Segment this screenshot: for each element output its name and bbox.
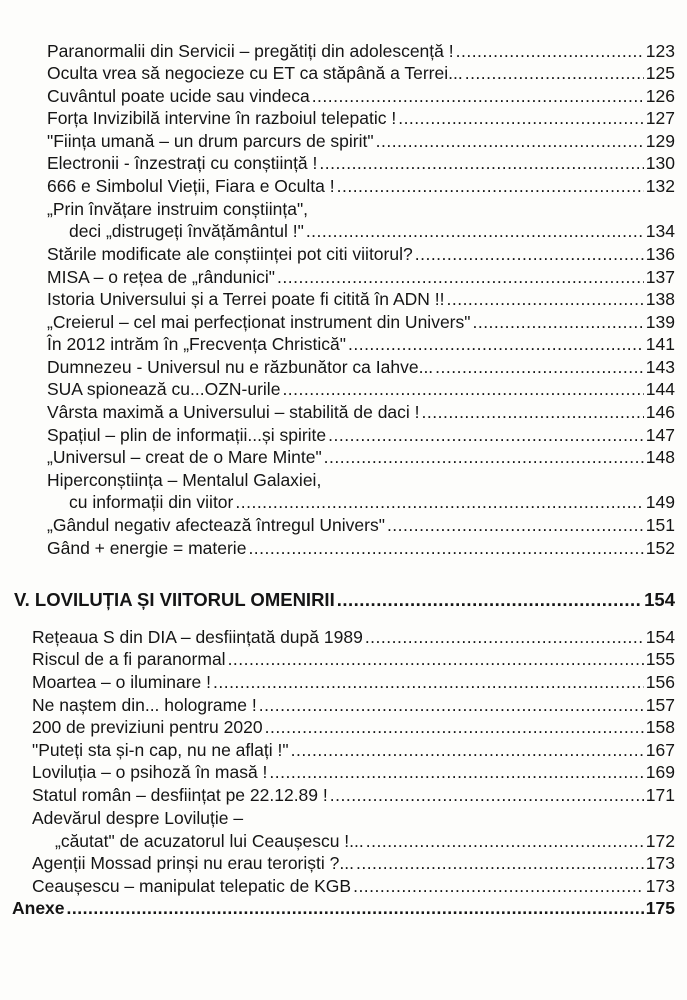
dot-leader bbox=[328, 424, 644, 446]
toc-entry bbox=[47, 243, 675, 265]
entry-page: 148 bbox=[645, 447, 675, 467]
toc-entry bbox=[32, 761, 675, 783]
entry-title: Riscul de a fi paranormal bbox=[32, 649, 226, 669]
entry-page: 137 bbox=[645, 267, 675, 287]
entry-page: 156 bbox=[645, 672, 675, 692]
toc-entry bbox=[69, 220, 675, 242]
entry-page: 127 bbox=[645, 108, 675, 128]
toc-entry bbox=[47, 85, 675, 107]
entry-title: Forța Invizibilă intervine în razboiul telepatic ! bbox=[47, 108, 397, 128]
dot-leader bbox=[235, 491, 643, 513]
entry-page: 146 bbox=[645, 402, 675, 422]
entry-page: 173 bbox=[645, 876, 675, 896]
entry-title: Ceaușescu – manipulat telepatic de KGB bbox=[32, 876, 352, 896]
dot-leader bbox=[228, 648, 644, 670]
dot-leader bbox=[312, 85, 644, 107]
dot-leader bbox=[282, 378, 643, 400]
dot-leader bbox=[277, 266, 644, 288]
anexe-entry bbox=[12, 897, 675, 919]
entry-title: MISA – o rețea de „rândunici" bbox=[47, 267, 276, 287]
entry-title: Ne naștem din... holograme ! bbox=[32, 695, 257, 715]
dot-leader bbox=[456, 40, 644, 62]
entry-page: 126 bbox=[645, 86, 675, 106]
toc-entry bbox=[47, 107, 675, 129]
dot-leader bbox=[259, 694, 644, 716]
entry-page: 157 bbox=[645, 695, 675, 715]
entry-title: „Universul – creat de o Mare Minte" bbox=[47, 447, 322, 467]
section-title: V. LOVILUȚIA ȘI VIITORUL OMENIRII bbox=[14, 589, 335, 610]
entry-title: Agenții Mossad prinși nu erau teroriști ?... bbox=[32, 853, 354, 873]
entry-title: Loviluția – o psihoză în masă ! bbox=[32, 762, 268, 782]
dot-leader bbox=[306, 220, 644, 242]
entry-title: Electronii - înzestrați cu conștiință ! bbox=[47, 153, 318, 173]
dot-leader bbox=[422, 401, 644, 423]
toc-entry bbox=[47, 40, 675, 62]
entry-title: „Gândul negativ afectează întregul Univers" bbox=[47, 515, 385, 535]
toc-entry bbox=[47, 175, 675, 197]
entry-page: 143 bbox=[645, 357, 675, 377]
toc-entry-line1: Adevărul despre Loviluție – bbox=[32, 808, 244, 828]
toc-entry bbox=[32, 716, 675, 738]
toc-entry bbox=[47, 356, 675, 378]
toc-entry bbox=[32, 626, 675, 648]
entry-title: Vârsta maximă a Universului – stabilită de daci ! bbox=[47, 402, 420, 422]
dot-leader bbox=[319, 152, 643, 174]
toc-entry bbox=[32, 784, 675, 806]
entry-title: Paranormalii din Servicii – pregătiți din adolescență ! bbox=[47, 41, 454, 61]
dot-leader bbox=[353, 875, 644, 897]
anexe-title: Anexe bbox=[12, 898, 65, 918]
toc-entry bbox=[47, 266, 675, 288]
entry-title: În 2012 intrăm în „Frecvența Christică" bbox=[47, 334, 346, 354]
entry-page: 125 bbox=[645, 63, 675, 83]
entry-title: Stările modificate ale conștiinței pot citi viitorul? bbox=[47, 244, 413, 264]
entry-title: deci „distrugeți învățământul !" bbox=[69, 221, 304, 241]
dot-leader bbox=[356, 852, 644, 874]
section-heading bbox=[14, 589, 675, 611]
dot-leader bbox=[324, 446, 644, 468]
dot-leader bbox=[213, 671, 644, 693]
toc-entry bbox=[47, 311, 675, 333]
toc-entry bbox=[47, 62, 675, 84]
toc-entry bbox=[32, 671, 675, 693]
entry-page: 167 bbox=[645, 740, 675, 760]
dot-leader bbox=[435, 356, 644, 378]
entry-page: 147 bbox=[645, 425, 675, 445]
dot-leader bbox=[269, 761, 643, 783]
dot-leader bbox=[398, 107, 644, 129]
entry-page: 123 bbox=[645, 41, 675, 61]
entry-title: "Ființa umană – un drum parcurs de spirit" bbox=[47, 131, 374, 151]
toc-entry bbox=[47, 152, 675, 174]
toc-entry bbox=[47, 288, 675, 310]
dot-leader bbox=[366, 830, 644, 852]
dot-leader bbox=[337, 589, 642, 611]
dot-leader bbox=[265, 716, 644, 738]
toc-entry bbox=[32, 739, 675, 761]
entry-title: 666 e Simbolul Vieții, Fiara e Oculta ! bbox=[47, 176, 335, 196]
toc-entry bbox=[69, 491, 675, 513]
entry-page: 169 bbox=[645, 762, 675, 782]
dot-leader bbox=[330, 784, 644, 806]
entry-page: 129 bbox=[645, 131, 675, 151]
entry-title: Gând + energie = materie bbox=[47, 538, 247, 558]
entry-title: Rețeaua S din DIA – desființată după 1989 bbox=[32, 627, 363, 647]
dot-leader bbox=[465, 62, 644, 84]
entry-title: „căutat" de acuzatorul lui Ceaușescu !... bbox=[55, 831, 364, 851]
entry-title: Oculta vrea să negocieze cu ET ca stăpână a Terrei... bbox=[47, 63, 463, 83]
toc-entry bbox=[32, 648, 675, 670]
dot-leader bbox=[348, 333, 644, 355]
entry-title: cu informații din viitor bbox=[69, 492, 234, 512]
entry-page: 139 bbox=[645, 312, 675, 332]
entry-title: 200 de previziuni pentru 2020 bbox=[32, 717, 263, 737]
toc-entry bbox=[47, 130, 675, 152]
dot-leader bbox=[291, 739, 644, 761]
entry-page: 130 bbox=[645, 153, 675, 173]
dot-leader bbox=[248, 537, 643, 559]
dot-leader bbox=[67, 897, 644, 919]
entry-page: 152 bbox=[645, 538, 675, 558]
anexe-page: 175 bbox=[645, 898, 675, 918]
entry-page: 138 bbox=[645, 289, 675, 309]
entry-title: Istoria Universului și a Terrei poate fi citită în ADN !! bbox=[47, 289, 445, 309]
entry-page: 151 bbox=[645, 515, 675, 535]
dot-leader bbox=[337, 175, 644, 197]
entry-page: 154 bbox=[645, 627, 675, 647]
entry-page: 158 bbox=[645, 717, 675, 737]
toc-entry-line1: „Prin învățare instruim conștiința", bbox=[47, 199, 309, 219]
entry-title: Statul român – desființat pe 22.12.89 ! bbox=[32, 785, 328, 805]
toc-entry bbox=[47, 401, 675, 423]
dot-leader bbox=[365, 626, 644, 648]
dot-leader bbox=[387, 514, 644, 536]
entry-title: Cuvântul poate ucide sau vindeca bbox=[47, 86, 310, 106]
entry-title: „Creierul – cel mai perfecționat instrument din Univers" bbox=[47, 312, 471, 332]
entry-title: Moartea – o iluminare ! bbox=[32, 672, 211, 692]
entry-page: 136 bbox=[645, 244, 675, 264]
toc-entry bbox=[47, 333, 675, 355]
entry-title: "Puteți sta și-n cap, nu ne aflați !" bbox=[32, 740, 289, 760]
entry-page: 173 bbox=[645, 853, 675, 873]
toc-entry bbox=[47, 537, 675, 559]
entry-page: 155 bbox=[645, 649, 675, 669]
toc-entry-line1: Hiperconștiința – Mentalul Galaxiei, bbox=[47, 470, 322, 490]
entry-title: Spațiul – plin de informații...și spirite bbox=[47, 425, 327, 445]
toc-entry bbox=[32, 694, 675, 716]
toc-entry bbox=[47, 378, 675, 400]
toc-entry bbox=[47, 514, 675, 536]
dot-leader bbox=[415, 243, 644, 265]
dot-leader bbox=[446, 288, 643, 310]
entry-page: 149 bbox=[645, 492, 675, 512]
dot-leader bbox=[472, 311, 643, 333]
entry-title: Dumnezeu - Universul nu e răzbunător ca Iahve... bbox=[47, 357, 434, 377]
entry-page: 144 bbox=[645, 379, 675, 399]
entry-page: 172 bbox=[645, 831, 675, 851]
entry-page: 171 bbox=[645, 785, 675, 805]
toc-entry bbox=[55, 830, 675, 852]
dot-leader bbox=[376, 130, 644, 152]
entry-page: 141 bbox=[645, 334, 675, 354]
section-page: 154 bbox=[644, 589, 675, 610]
toc-entry bbox=[32, 875, 675, 897]
toc-entry bbox=[47, 424, 675, 446]
entry-page: 134 bbox=[645, 221, 675, 241]
entry-page: 132 bbox=[645, 176, 675, 196]
entry-title: SUA spionează cu...OZN-urile bbox=[47, 379, 281, 399]
toc-entry bbox=[47, 446, 675, 468]
toc-entry bbox=[32, 852, 675, 874]
